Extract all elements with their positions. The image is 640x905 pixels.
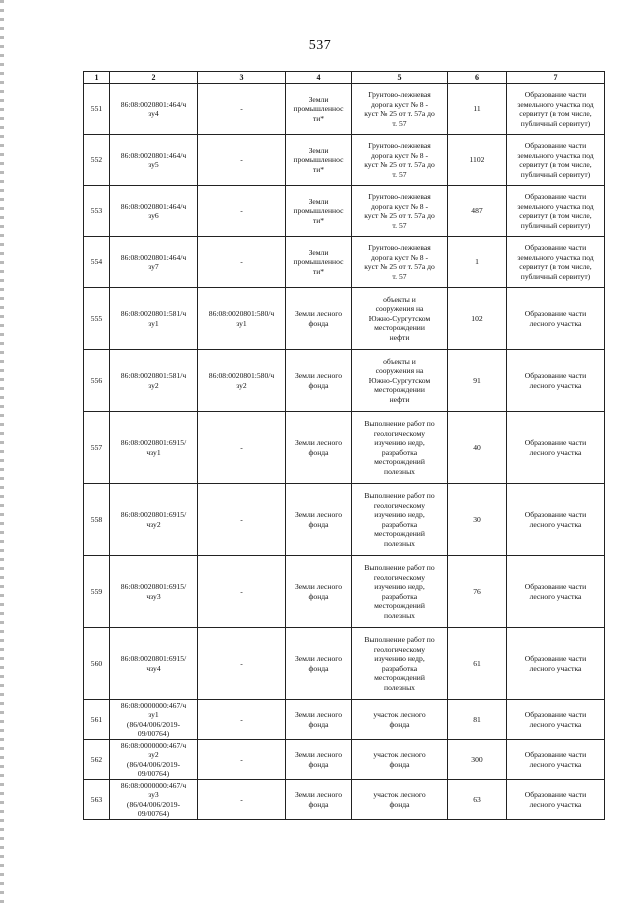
permitted-use: Выполнение работ по геологическому изучению недр, разработка месторождений полезных <box>352 556 448 628</box>
purpose: Образование части лесного участка <box>507 484 605 556</box>
previous-number: - <box>198 412 286 484</box>
area: 1 <box>448 237 507 288</box>
permitted-use: Грунтово-лежневая дорога куст № 8 - куст № 25 от т. 57а до т. 57 <box>352 237 448 288</box>
permitted-use: Выполнение работ по геологическому изучению недр, разработка месторождений полезных <box>352 628 448 700</box>
row-number: 555 <box>84 288 110 350</box>
previous-number: - <box>198 628 286 700</box>
previous-number: - <box>198 84 286 135</box>
table-row <box>84 135 605 186</box>
table-row <box>84 740 605 780</box>
cadastral-number: 86:08:0000000:467/ч зу1 (86/04/006/2019- 09/00764) <box>110 700 198 740</box>
table-row <box>84 700 605 740</box>
land-category: Земли лесного фонда <box>286 350 352 412</box>
area: 61 <box>448 628 507 700</box>
cadastral-number: 86:08:0020801:464/ч зу6 <box>110 186 198 237</box>
permitted-use: участок лесного фонда <box>352 700 448 740</box>
table-row <box>84 628 605 700</box>
area: 11 <box>448 84 507 135</box>
header-cell-3: 3 <box>198 72 286 84</box>
table-row <box>84 84 605 135</box>
cadastral-number: 86:08:0020801:581/ч зу1 <box>110 288 198 350</box>
row-number: 558 <box>84 484 110 556</box>
land-category: Земли лесного фонда <box>286 780 352 820</box>
table-row <box>84 237 605 288</box>
previous-number: - <box>198 135 286 186</box>
previous-number: - <box>198 740 286 780</box>
row-number: 563 <box>84 780 110 820</box>
purpose: Образование части земельного участка под сервитут (в том числе, публичный сервитут) <box>507 237 605 288</box>
previous-number: 86:08:0020801:580/ч зу1 <box>198 288 286 350</box>
area: 63 <box>448 780 507 820</box>
permitted-use: участок лесного фонда <box>352 740 448 780</box>
land-category: Земли лесного фонда <box>286 412 352 484</box>
row-number: 559 <box>84 556 110 628</box>
previous-number: - <box>198 237 286 288</box>
purpose: Образование части лесного участка <box>507 780 605 820</box>
permitted-use: объекты и сооружения на Южно-Сургутском месторождении нефти <box>352 288 448 350</box>
cadastral-number: 86:08:0020801:464/ч зу5 <box>110 135 198 186</box>
table-row <box>84 556 605 628</box>
land-category: Земли промышленнос ти* <box>286 186 352 237</box>
row-number: 562 <box>84 740 110 780</box>
purpose: Образование части лесного участка <box>507 740 605 780</box>
table-row <box>84 288 605 350</box>
row-number: 551 <box>84 84 110 135</box>
purpose: Образование части лесного участка <box>507 412 605 484</box>
row-number: 553 <box>84 186 110 237</box>
cadastral-number: 86:08:0000000:467/ч зу2 (86/04/006/2019- 09/00764) <box>110 740 198 780</box>
row-number: 560 <box>84 628 110 700</box>
cadastral-number: 86:08:0020801:6915/ чзу2 <box>110 484 198 556</box>
permitted-use: Выполнение работ по геологическому изучению недр, разработка месторождений полезных <box>352 412 448 484</box>
previous-number: - <box>198 186 286 237</box>
row-number: 554 <box>84 237 110 288</box>
area: 81 <box>448 700 507 740</box>
permitted-use: участок лесного фонда <box>352 780 448 820</box>
scan-edge-mark <box>0 0 4 905</box>
permitted-use: объекты и сооружения на Южно-Сургутском месторождении нефти <box>352 350 448 412</box>
cadastral-number: 86:08:0020801:6915/ чзу3 <box>110 556 198 628</box>
row-number: 561 <box>84 700 110 740</box>
header-cell-1: 1 <box>84 72 110 84</box>
purpose: Образование части лесного участка <box>507 556 605 628</box>
table-row <box>84 412 605 484</box>
purpose: Образование части земельного участка под сервитут (в том числе, публичный сервитут) <box>507 135 605 186</box>
header-cell-5: 5 <box>352 72 448 84</box>
header-cell-7: 7 <box>507 72 605 84</box>
previous-number: - <box>198 556 286 628</box>
page-number: 537 <box>308 38 332 53</box>
purpose: Образование части лесного участка <box>507 288 605 350</box>
previous-number: - <box>198 484 286 556</box>
row-number: 557 <box>84 412 110 484</box>
area: 76 <box>448 556 507 628</box>
land-category: Земли промышленнос ти* <box>286 135 352 186</box>
table-row <box>84 186 605 237</box>
area: 40 <box>448 412 507 484</box>
permitted-use: Грунтово-лежневая дорога куст № 8 - куст № 25 от т. 57а до т. 57 <box>352 84 448 135</box>
permitted-use: Грунтово-лежневая дорога куст № 8 - куст № 25 от т. 57а до т. 57 <box>352 186 448 237</box>
cadastral-number: 86:08:0020801:581/ч зу2 <box>110 350 198 412</box>
previous-number: - <box>198 700 286 740</box>
table-row <box>84 780 605 820</box>
land-category: Земли лесного фонда <box>286 628 352 700</box>
purpose: Образование части земельного участка под сервитут (в том числе, публичный сервитут) <box>507 186 605 237</box>
land-category: Земли лесного фонда <box>286 556 352 628</box>
cadastral-number: 86:08:0020801:6915/ чзу4 <box>110 628 198 700</box>
purpose: Образование части лесного участка <box>507 628 605 700</box>
row-number: 556 <box>84 350 110 412</box>
row-number: 552 <box>84 135 110 186</box>
land-category: Земли промышленнос ти* <box>286 237 352 288</box>
cadastral-number: 86:08:0020801:464/ч зу4 <box>110 84 198 135</box>
table-row <box>84 484 605 556</box>
header-cell-6: 6 <box>448 72 507 84</box>
cadastral-number: 86:08:0020801:6915/ чзу1 <box>110 412 198 484</box>
area: 91 <box>448 350 507 412</box>
area: 102 <box>448 288 507 350</box>
purpose: Образование части земельного участка под сервитут (в том числе, публичный сервитут) <box>507 84 605 135</box>
area: 30 <box>448 484 507 556</box>
land-category: Земли лесного фонда <box>286 288 352 350</box>
table-row <box>84 350 605 412</box>
area: 300 <box>448 740 507 780</box>
permitted-use: Грунтово-лежневая дорога куст № 8 - куст № 25 от т. 57а до т. 57 <box>352 135 448 186</box>
previous-number: 86:08:0020801:580/ч зу2 <box>198 350 286 412</box>
area: 1102 <box>448 135 507 186</box>
cadastral-number: 86:08:0020801:464/ч зу7 <box>110 237 198 288</box>
area: 487 <box>448 186 507 237</box>
previous-number: - <box>198 780 286 820</box>
land-parcel-table <box>83 71 605 820</box>
header-cell-4: 4 <box>286 72 352 84</box>
table-header-row <box>84 72 605 84</box>
permitted-use: Выполнение работ по геологическому изучению недр, разработка месторождений полезных <box>352 484 448 556</box>
land-category: Земли промышленнос ти* <box>286 84 352 135</box>
purpose: Образование части лесного участка <box>507 700 605 740</box>
cadastral-number: 86:08:0000000:467/ч зу3 (86/04/006/2019- 09/00764) <box>110 780 198 820</box>
land-category: Земли лесного фонда <box>286 484 352 556</box>
purpose: Образование части лесного участка <box>507 350 605 412</box>
land-category: Земли лесного фонда <box>286 700 352 740</box>
header-cell-2: 2 <box>110 72 198 84</box>
land-category: Земли лесного фонда <box>286 740 352 780</box>
